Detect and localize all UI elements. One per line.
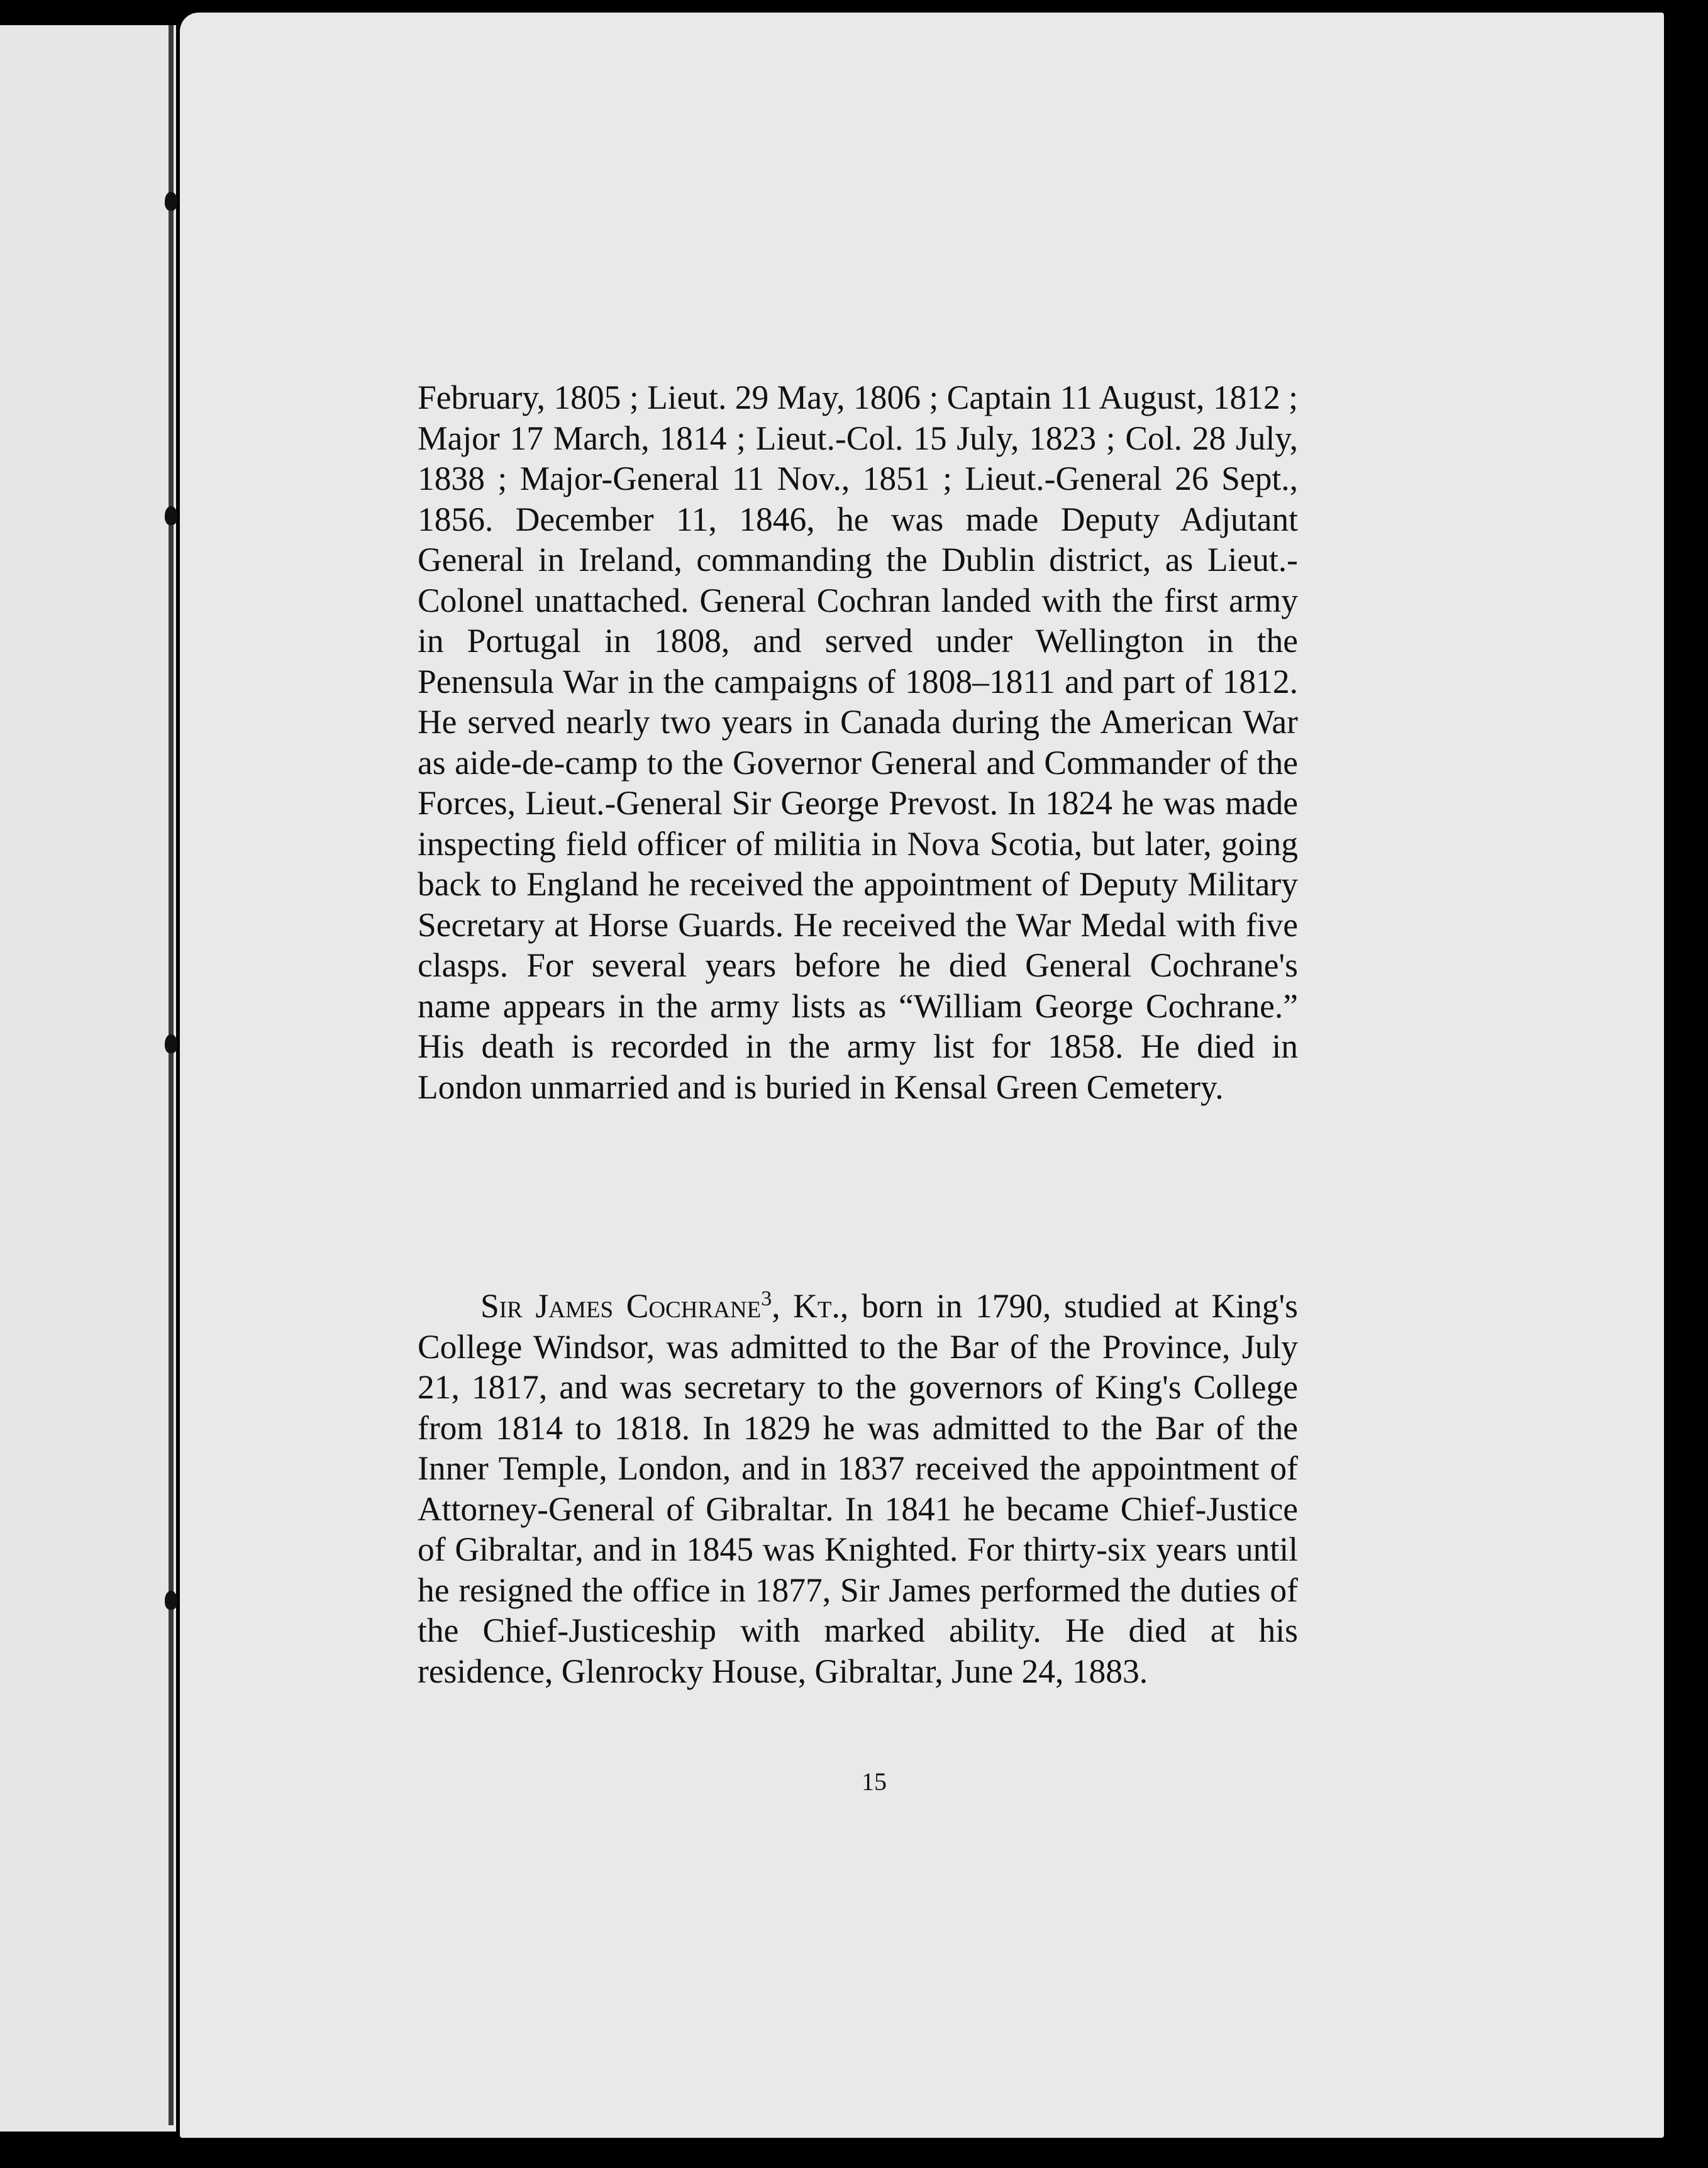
facing-page-edge xyxy=(0,25,176,2132)
paragraph-text: , born in 1790, studied at King's College Windsor, was admitted to the Bar of the Province, July 21, 1817, and was secretary to the governors of King's College from 1814 to 1818. In 1829 he was admitted to the Bar of the Inner Temple, London, and in 1837 received the appointment of Attorney-General of Gibraltar. In 1841 he became Chief-Justice of Gibraltar, and in 1845 was Knighted. For thirty-six years until he resigned the office in 1877, Sir James performed the duties of the Chief-Justiceship with marked ability. He died at his residence, Glenrocky House, Gibraltar, June 24, 1883. xyxy=(418,1287,1298,1690)
binding-mark xyxy=(165,192,177,211)
page-number: 15 xyxy=(862,1767,887,1796)
scan-border xyxy=(1666,0,1708,2168)
footnote-reference: 3 xyxy=(761,1287,772,1311)
body-paragraph: February, 1805 ; Lieut. 29 May, 1806 ; Captain 11 August, 1812 ; Major 17 March, 1814 ; Lieut.-Col. 15 July, 1823 ; Col. 28 July, 1838 ; Major-General 11 Nov., 1851 ; Lieut.-General 26 Sept., 1856. December 11, 1846, he was made Deputy Adjutant General in Ireland, commanding the Dublin district, as Lieut.-Colonel unattached. General Cochran landed with the first army in Portugal in 1808, and served under Wellington in the Penensula War in the campaigns of 1808–1811 and part of 1812. He served nearly two years in Canada during the American War as aide-de-camp to the Governor General and Commander of the Forces, Lieut.-General Sir George Prevost. In 1824 he was made inspecting field officer of militia in Nova Scotia, but later, going back to England he received the appointment of Deputy Military Secretary at Horse Guards. He received the War Medal with five clasps. For several years before he died General Cochrane's name appears in the army lists as “William George Cochrane.” His death is recorded in the army list for 1858. He died in London unmarried and is buried in Kensal Green Cemetery. xyxy=(418,379,1298,1106)
honorific: , Kt. xyxy=(772,1287,840,1325)
binding-mark xyxy=(165,506,177,525)
body-paragraph-cochrane xyxy=(418,1286,1298,1691)
person-name: Sir James Cochrane xyxy=(480,1287,762,1325)
book-spine xyxy=(169,25,174,2125)
binding-mark xyxy=(165,1591,177,1610)
binding-mark xyxy=(165,1034,177,1053)
